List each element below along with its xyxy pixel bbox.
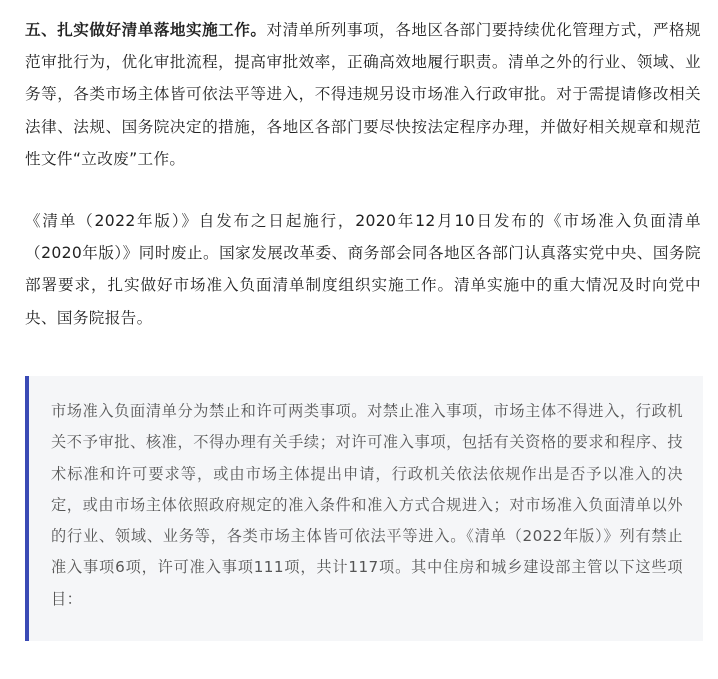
paragraph-effective-date	[25, 205, 701, 334]
paragraph-effective-date-text: 《清单（2022年版）》自发布之日起施行，2020年12月10日发布的《市场准入负面清单（2020年版）》同时废止。国家发展改革委、商务部会同各地区各部门认真落实党中央、国务院部署要求，扎实做好市场准入负面清单制度组织实施工作。清单实施中的重大情况及时向党中央、国务院报告。	[25, 212, 701, 327]
quote-box	[25, 376, 703, 641]
quote-text: 市场准入负面清单分为禁止和许可两类事项。对禁止准入事项，市场主体不得进入，行政机关不予审批、核准，不得办理有关手续；对许可准入事项，包括有关资格的要求和程序、技术标准和许可要求等，或由市场主体提出申请，行政机关依法依规作出是否予以准入的决定，或由市场主体依照政府规定的准入条件和准入方式合规进入；对市场准入负面清单以外的行业、领域、业务等，各类市场主体皆可依法平等进入。《清单（2022年版）》列有禁止准入事项6项，许可准入事项111项，共计117项。其中住房和城乡建设部主管以下这些项目：	[51, 402, 683, 608]
article-body	[25, 14, 701, 334]
paragraph-heading: 五、扎实做好清单落地实施工作。	[25, 21, 267, 39]
paragraph-implementation	[25, 14, 701, 175]
paragraph-implementation-text: 对清单所列事项，各地区各部门要持续优化管理方式，严格规范审批行为，优化审批流程，提高审批效率，正确高效地履行职责。清单之外的行业、领域、业务等，各类市场主体皆可依法平等进入，不得违规另设市场准入行政审批。对于需提请修改相关法律、法规、国务院决定的措施，各地区各部门要尽快按法定程序办理，并做好相关规章和规范性文件“立改废”工作。	[25, 21, 701, 168]
